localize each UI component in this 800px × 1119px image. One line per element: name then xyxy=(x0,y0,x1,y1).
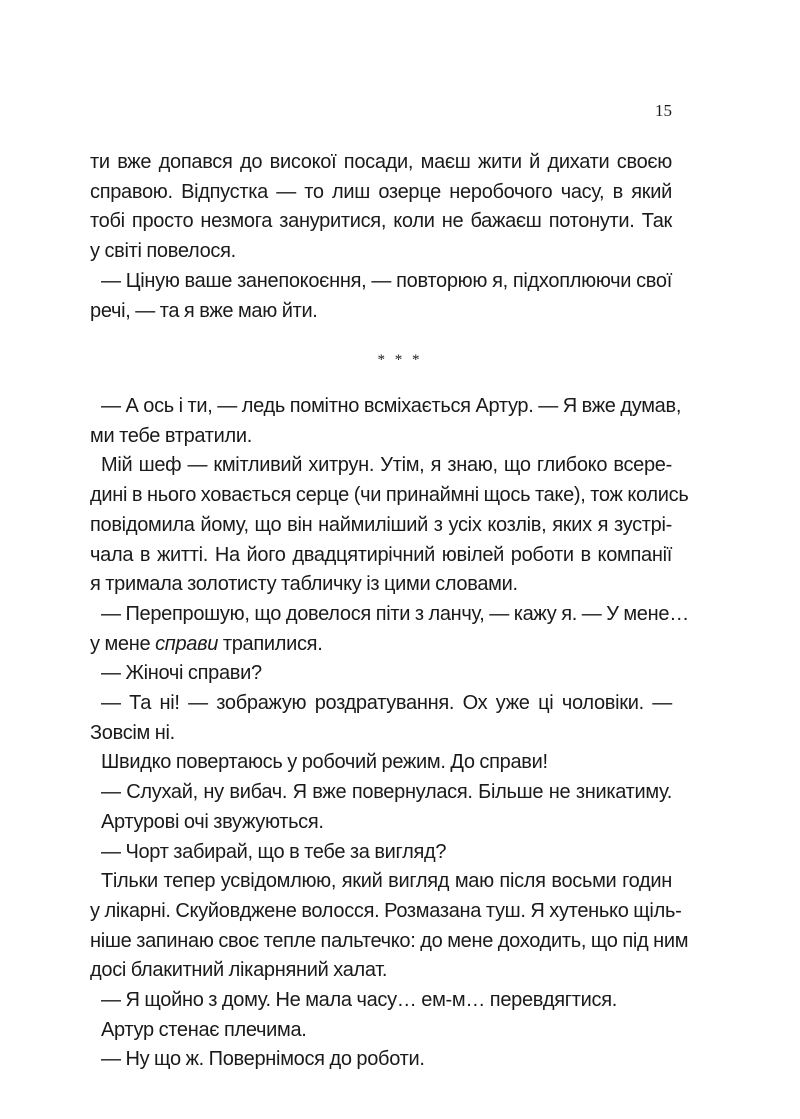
paragraph xyxy=(90,600,689,630)
text-line: ти вже допався до високої посади, маєш жити й дихати своєю xyxy=(90,151,672,173)
text-line: Зовсім ні. xyxy=(90,721,175,744)
paragraph xyxy=(90,778,672,808)
text-run: трапилися. xyxy=(218,632,323,655)
text-line: — Жіночі справи? xyxy=(101,662,262,685)
paragraph xyxy=(90,689,672,748)
paragraph xyxy=(90,148,672,267)
paragraph xyxy=(90,1045,672,1075)
text-line: — Слухай, ну вибач. Я вже повернулася. Більше не зникатиму. xyxy=(101,781,672,804)
text-line: — Перепрошую, що довелося піти з ланчу, — кажу я. — У мене… xyxy=(101,602,689,625)
paragraph xyxy=(90,986,672,1016)
text-line: чала в житті. На його двадцятирічний ювілей роботи в компанії xyxy=(90,543,672,566)
paragraph xyxy=(90,630,672,660)
text-run: у мене xyxy=(90,632,156,655)
paragraph xyxy=(90,392,682,451)
paragraph xyxy=(90,659,672,689)
text-line: я тримала золотисту табличку із цими словами. xyxy=(90,573,518,596)
text-line: Тільки тепер усвідомлюю, який вигляд маю після восьми годин xyxy=(101,870,672,893)
text-line: ми тебе втратили. xyxy=(90,424,253,447)
text-line: тобі просто незмога зануритися, коли не бажаєш потонути. Так xyxy=(90,210,672,233)
paragraph xyxy=(90,451,689,600)
text-line: — Ціную ваше занепокоєння, — повторюю я, підхоплюючи свої xyxy=(101,269,672,292)
text-line: — А ось і ти, — ледь помітно всміхається Артур. — Я вже думав, xyxy=(101,395,682,417)
text-line: досі блакитний лікарняний халат. xyxy=(90,959,388,982)
section-separator: * * * xyxy=(377,352,423,368)
text-line: — Та ні! — зображую роздратування. Ох уже ці чоловіки. — xyxy=(101,692,672,715)
text-line: речі, — та я вже маю йти. xyxy=(90,299,318,322)
paragraph xyxy=(90,748,672,778)
page-number: 15 xyxy=(655,101,672,120)
paragraph xyxy=(90,1016,672,1046)
text-line: у лікарні. Скуйовджене волосся. Розмазана туш. Я хутенько щіль- xyxy=(90,899,682,922)
text-line: Швидко повертаюсь у робочий режим. До справи! xyxy=(101,751,548,774)
paragraph xyxy=(90,838,672,868)
text-line: Мій шеф — кмітливий хитрун. Утім, я знаю, що глибоко всере- xyxy=(101,454,672,477)
italic-word: справи xyxy=(155,632,219,655)
text-block-top xyxy=(90,148,672,326)
text-line: справою. Відпустка — то лиш озерце неробочого часу, в який xyxy=(90,180,672,203)
text-line: — Ну що ж. Повернімося до роботи. xyxy=(101,1048,425,1071)
text-line: — Чорт забирай, що в тебе за вигляд? xyxy=(101,840,447,863)
text-line-rich xyxy=(90,630,672,660)
paragraph xyxy=(90,867,689,986)
paragraph xyxy=(90,267,672,326)
text-line: дині в нього ховається серце (чи принаймні щось таке), тож колись xyxy=(90,484,689,507)
paragraph xyxy=(90,808,672,838)
text-line: повідомила йому, що він наймиліший з усіх козлів, яких я зустрі- xyxy=(90,513,672,536)
text-line: у світі повелося. xyxy=(90,240,236,263)
text-block-bottom xyxy=(90,392,689,1075)
text-line: ніше запинаю своє тепле пальтечко: до мене доходить, що під ним xyxy=(90,929,689,952)
text-line: Артурові очі звужуються. xyxy=(101,810,324,833)
text-line: — Я щойно з дому. Не мала часу… ем-м… перевдягтися. xyxy=(101,989,618,1012)
text-line: Артур стенає плечима. xyxy=(101,1018,307,1041)
